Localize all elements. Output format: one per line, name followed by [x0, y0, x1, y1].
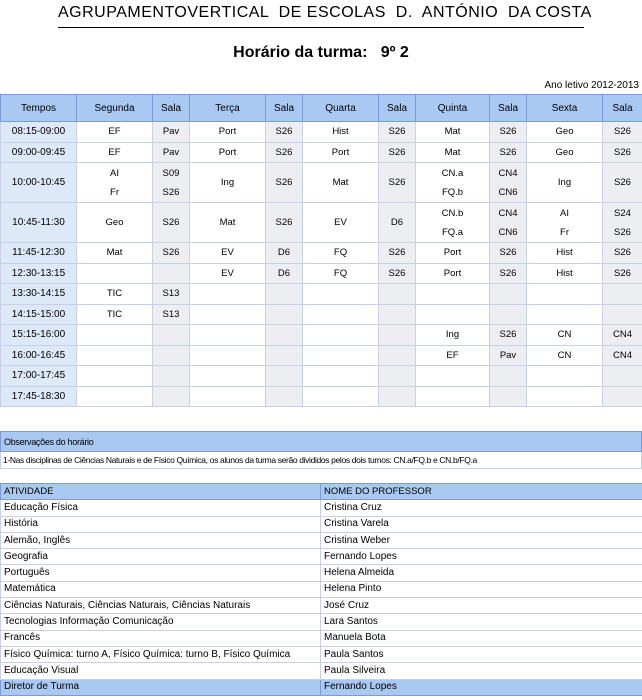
room-label: S09	[162, 167, 180, 179]
schedule-row	[1, 163, 642, 203]
subject-cell	[303, 284, 379, 305]
subject-label: CN	[557, 349, 572, 361]
column-header: Sexta	[527, 95, 603, 122]
subject-label: FQ.b	[441, 186, 464, 198]
activity-cell: Educação Visual	[1, 663, 321, 679]
subject-label: Port	[443, 267, 462, 279]
subject-label: TIC	[106, 308, 123, 320]
column-header: Sala	[603, 95, 642, 122]
subject-cell	[77, 386, 153, 407]
subject-cell	[527, 203, 603, 243]
schedule-row	[1, 263, 642, 284]
room-cell	[490, 304, 527, 325]
room-cell	[603, 142, 642, 163]
subject-cell	[77, 345, 153, 366]
room-cell	[266, 163, 303, 203]
time-slot: 09:00-09:45	[1, 142, 77, 163]
subject-cell	[527, 325, 603, 346]
room-cell	[153, 142, 190, 163]
column-header: Sala	[266, 95, 303, 122]
room-cell	[379, 122, 416, 143]
observations-panel	[0, 431, 642, 469]
teacher-row	[1, 516, 642, 532]
subject-cell	[190, 366, 266, 387]
activity-header: ATIVIDADE	[1, 484, 321, 500]
room-cell	[153, 263, 190, 284]
column-header: Sala	[153, 95, 190, 122]
room-label: S26	[614, 247, 631, 259]
schedule-row	[1, 142, 642, 163]
schedule-row	[1, 122, 642, 143]
room-cell	[379, 366, 416, 387]
teachers-table	[0, 483, 642, 696]
room-cell	[266, 345, 303, 366]
room-label: D6	[390, 217, 404, 228]
teacher-row	[1, 663, 642, 679]
subject-label: EV	[334, 217, 347, 228]
subject-label: Fr	[110, 186, 119, 198]
subject-cell	[416, 243, 490, 264]
subject-label: Mat	[444, 126, 461, 138]
page-title: Horário da turma: 9º 2	[233, 44, 409, 61]
subject-cell	[190, 345, 266, 366]
room-label: S26	[162, 217, 180, 228]
room-cell	[153, 284, 190, 305]
subject-cell	[303, 163, 379, 203]
room-label: S26	[388, 126, 406, 138]
room-label: D6	[277, 267, 291, 279]
subject-cell	[303, 304, 379, 325]
room-label: S26	[499, 146, 517, 158]
subject-cell	[527, 284, 603, 305]
room-cell	[266, 122, 303, 143]
room-cell	[603, 122, 642, 143]
subject-cell	[77, 203, 153, 243]
time-slot: 08:15-09:00	[1, 122, 77, 143]
room-label: S26	[275, 217, 293, 228]
school-year: Ano letivo 2012-2013	[544, 80, 639, 91]
room-label: Pav	[162, 146, 180, 158]
room-cell	[490, 284, 527, 305]
observations-text: 1-Nas disciplinas de Ciências Naturais e de Físico Química, os alunos da turma serão divididos pelos dois turnos: CN.a/FQ.b e CN.b/FQ.a	[0, 452, 642, 469]
subject-cell	[527, 142, 603, 163]
subject-cell	[416, 142, 490, 163]
activity-cell: Físico Química: turno A, Físico Química: turno B, Físico Química	[1, 646, 321, 662]
room-cell	[603, 345, 642, 366]
subject-cell	[77, 263, 153, 284]
room-cell	[603, 203, 642, 243]
school-name: AGRUPAMENTOVERTICAL DE ESCOLAS D. ANTÓNIO DA COSTA	[58, 2, 584, 28]
column-header: Quarta	[303, 95, 379, 122]
room-cell	[153, 345, 190, 366]
subject-label: Port	[443, 247, 462, 259]
teacher-row	[1, 614, 642, 630]
subject-label: Port	[218, 126, 237, 138]
subject-cell	[527, 386, 603, 407]
schedule-row	[1, 304, 642, 325]
subject-label: CN	[557, 329, 572, 341]
teacher-cell: José Cruz	[321, 598, 642, 614]
room-cell	[379, 163, 416, 203]
activity-cell: Tecnologias Informação Comunicação	[1, 614, 321, 630]
room-label: S26	[499, 329, 517, 341]
room-cell	[603, 243, 642, 264]
subject-cell	[77, 122, 153, 143]
room-label: S26	[275, 146, 293, 158]
room-cell	[379, 345, 416, 366]
subject-label: Port	[331, 146, 350, 158]
time-slot: 16:00-16:45	[1, 345, 77, 366]
room-label: Pav	[499, 349, 517, 361]
subject-cell	[416, 325, 490, 346]
subject-label: Geo	[555, 126, 574, 138]
subject-cell	[527, 163, 603, 203]
class-director-label: Diretor de Turma	[1, 679, 321, 695]
room-cell	[153, 122, 190, 143]
activity-cell: Português	[1, 565, 321, 581]
room-cell	[153, 203, 190, 243]
time-slot: 10:00-10:45	[1, 163, 77, 203]
subject-label: Hist	[556, 247, 573, 259]
room-cell	[153, 243, 190, 264]
room-label: S26	[614, 226, 631, 238]
room-label: S26	[162, 186, 180, 198]
subject-label: EF	[108, 146, 121, 158]
time-slot: 11:45-12:30	[1, 243, 77, 264]
room-cell	[266, 325, 303, 346]
room-label: S26	[388, 177, 406, 188]
activity-cell: Educação Física	[1, 500, 321, 516]
room-label: CN4	[612, 329, 632, 341]
room-cell	[379, 263, 416, 284]
subject-cell	[77, 366, 153, 387]
teacher-row	[1, 532, 642, 548]
teacher-cell: Cristina Weber	[321, 532, 642, 548]
teacher-cell: Manuela Bota	[321, 630, 642, 646]
teacher-row	[1, 581, 642, 597]
subject-label: Mat	[106, 247, 123, 259]
column-header: Segunda	[77, 95, 153, 122]
subject-cell	[416, 203, 490, 243]
teacher-header: NOME DO PROFESSOR	[321, 484, 642, 500]
subject-cell	[77, 243, 153, 264]
room-label: S13	[162, 308, 180, 320]
subject-cell	[303, 325, 379, 346]
room-cell	[490, 122, 527, 143]
subject-cell	[303, 366, 379, 387]
subject-label: Hist	[556, 267, 573, 279]
room-cell	[603, 284, 642, 305]
room-label: S26	[275, 126, 293, 138]
room-cell	[603, 386, 642, 407]
room-cell	[603, 304, 642, 325]
subject-cell	[190, 122, 266, 143]
subject-label: Mat	[219, 217, 236, 228]
subject-label: Mat	[332, 177, 349, 188]
teacher-cell: Paula Silveira	[321, 663, 642, 679]
class-director-name: Fernando Lopes	[321, 679, 642, 695]
room-cell	[153, 163, 190, 203]
subject-cell	[303, 243, 379, 264]
subject-cell	[190, 284, 266, 305]
subject-cell	[527, 304, 603, 325]
subject-cell	[416, 284, 490, 305]
room-label: S26	[388, 247, 406, 259]
time-slot: 17:00-17:45	[1, 366, 77, 387]
room-cell	[153, 386, 190, 407]
room-cell	[490, 366, 527, 387]
activity-cell: Geografia	[1, 549, 321, 565]
room-cell	[490, 386, 527, 407]
subject-label: AI	[560, 207, 569, 219]
subject-cell	[77, 284, 153, 305]
class-director-row	[1, 679, 642, 695]
room-cell	[266, 243, 303, 264]
room-label: CN6	[498, 226, 518, 238]
schedule-row	[1, 243, 642, 264]
subject-label: Ing	[557, 177, 572, 188]
activity-cell: Francês	[1, 630, 321, 646]
activity-cell: Matemática	[1, 581, 321, 597]
room-cell	[490, 325, 527, 346]
subject-label: Hist	[332, 126, 349, 138]
room-cell	[266, 203, 303, 243]
room-cell	[379, 386, 416, 407]
subject-cell	[527, 345, 603, 366]
teacher-row	[1, 549, 642, 565]
room-cell	[603, 163, 642, 203]
subject-cell	[527, 243, 603, 264]
room-cell	[379, 243, 416, 264]
teacher-row	[1, 646, 642, 662]
teachers-header-row	[1, 484, 642, 500]
room-label: CN6	[498, 186, 518, 198]
subject-cell	[416, 163, 490, 203]
subject-label: CN.b	[441, 207, 464, 219]
activity-cell: História	[1, 516, 321, 532]
room-cell	[266, 263, 303, 284]
subject-cell	[416, 345, 490, 366]
activity-cell: Ciências Naturais, Ciências Naturais, Ciências Naturais	[1, 598, 321, 614]
room-cell	[603, 263, 642, 284]
schedule-table	[0, 94, 642, 407]
subject-cell	[303, 263, 379, 284]
subject-label: EF	[108, 126, 121, 138]
column-header: Tempos	[1, 95, 77, 122]
subject-label: EF	[446, 349, 459, 361]
subject-cell	[416, 304, 490, 325]
room-label: S26	[388, 267, 406, 279]
room-label: CN4	[498, 207, 518, 219]
room-cell	[490, 163, 527, 203]
subject-cell	[77, 304, 153, 325]
subject-label: Geo	[555, 146, 574, 158]
activity-cell: Alemão, Inglês	[1, 532, 321, 548]
room-label: S26	[614, 177, 631, 188]
subject-label: EV	[221, 247, 234, 259]
room-label: S26	[614, 146, 631, 158]
room-cell	[266, 284, 303, 305]
subject-label: EV	[221, 267, 234, 279]
subject-cell	[416, 122, 490, 143]
column-header: Sala	[490, 95, 527, 122]
room-cell	[153, 366, 190, 387]
schedule-row	[1, 345, 642, 366]
room-label: S26	[388, 146, 406, 158]
room-cell	[266, 366, 303, 387]
teacher-cell: Fernando Lopes	[321, 549, 642, 565]
room-cell	[153, 325, 190, 346]
room-cell	[379, 284, 416, 305]
observations-heading: Observações do horário	[0, 431, 642, 452]
room-cell	[603, 325, 642, 346]
schedule-header-row	[1, 95, 642, 122]
column-header: Terça	[190, 95, 266, 122]
teacher-cell: Lara Santos	[321, 614, 642, 630]
teacher-row	[1, 500, 642, 516]
room-cell	[379, 142, 416, 163]
room-label: S13	[162, 288, 180, 300]
room-cell	[266, 304, 303, 325]
room-label: D6	[277, 247, 291, 259]
subject-label: Ing	[220, 177, 235, 188]
room-cell	[379, 203, 416, 243]
room-label: S26	[614, 267, 631, 279]
room-label: S26	[275, 177, 293, 188]
room-cell	[379, 325, 416, 346]
room-label: S24	[614, 207, 631, 219]
column-header: Sala	[379, 95, 416, 122]
time-slot: 12:30-13:15	[1, 263, 77, 284]
room-label: S26	[499, 247, 517, 259]
subject-cell	[303, 386, 379, 407]
time-slot: 14:15-15:00	[1, 304, 77, 325]
subject-label: Geo	[105, 217, 124, 228]
subject-label: CN.a	[441, 167, 464, 179]
teacher-cell: Cristina Cruz	[321, 500, 642, 516]
room-cell	[490, 345, 527, 366]
schedule-row	[1, 325, 642, 346]
subject-cell	[527, 263, 603, 284]
subject-cell	[77, 142, 153, 163]
subject-cell	[190, 243, 266, 264]
room-label: Pav	[162, 126, 180, 138]
teacher-cell: Cristina Varela	[321, 516, 642, 532]
teacher-cell: Helena Almeida	[321, 565, 642, 581]
subject-cell	[190, 263, 266, 284]
teacher-cell: Helena Pinto	[321, 581, 642, 597]
subject-cell	[190, 304, 266, 325]
subject-cell	[190, 325, 266, 346]
subject-label: AI	[110, 167, 119, 179]
room-label: S26	[499, 126, 517, 138]
subject-cell	[190, 163, 266, 203]
subject-label: FQ.a	[441, 226, 464, 238]
schedule-row	[1, 386, 642, 407]
subject-cell	[527, 366, 603, 387]
teacher-row	[1, 565, 642, 581]
subject-label: Ing	[445, 329, 460, 341]
subject-cell	[527, 122, 603, 143]
teacher-row	[1, 630, 642, 646]
room-cell	[603, 366, 642, 387]
subject-label: Port	[218, 146, 237, 158]
room-cell	[490, 263, 527, 284]
room-cell	[490, 142, 527, 163]
room-label: S26	[499, 267, 517, 279]
time-slot: 15:15-16:00	[1, 325, 77, 346]
room-cell	[266, 386, 303, 407]
subject-cell	[303, 122, 379, 143]
subject-cell	[190, 203, 266, 243]
room-cell	[490, 203, 527, 243]
room-label: S26	[162, 247, 180, 259]
time-slot: 10:45-11:30	[1, 203, 77, 243]
subject-label: TIC	[106, 288, 123, 300]
room-label: S26	[614, 126, 631, 138]
subject-cell	[303, 142, 379, 163]
schedule-row	[1, 284, 642, 305]
subject-cell	[190, 386, 266, 407]
time-slot: 17:45-18:30	[1, 386, 77, 407]
subject-cell	[416, 366, 490, 387]
room-cell	[266, 142, 303, 163]
room-cell	[153, 304, 190, 325]
room-cell	[490, 243, 527, 264]
subject-label: FQ	[333, 247, 348, 259]
room-label: CN4	[498, 167, 518, 179]
room-label: CN4	[612, 349, 632, 361]
room-cell	[379, 304, 416, 325]
schedule-row	[1, 203, 642, 243]
teacher-row	[1, 598, 642, 614]
subject-label: Fr	[560, 226, 569, 238]
column-header: Quinta	[416, 95, 490, 122]
subject-cell	[416, 263, 490, 284]
subject-label: FQ	[333, 267, 348, 279]
subject-cell	[77, 163, 153, 203]
subject-cell	[416, 386, 490, 407]
teacher-cell: Paula Santos	[321, 646, 642, 662]
subject-label: Mat	[444, 146, 461, 158]
subject-cell	[303, 203, 379, 243]
subject-cell	[190, 142, 266, 163]
time-slot: 13:30-14:15	[1, 284, 77, 305]
subject-cell	[303, 345, 379, 366]
subject-cell	[77, 325, 153, 346]
schedule-row	[1, 366, 642, 387]
